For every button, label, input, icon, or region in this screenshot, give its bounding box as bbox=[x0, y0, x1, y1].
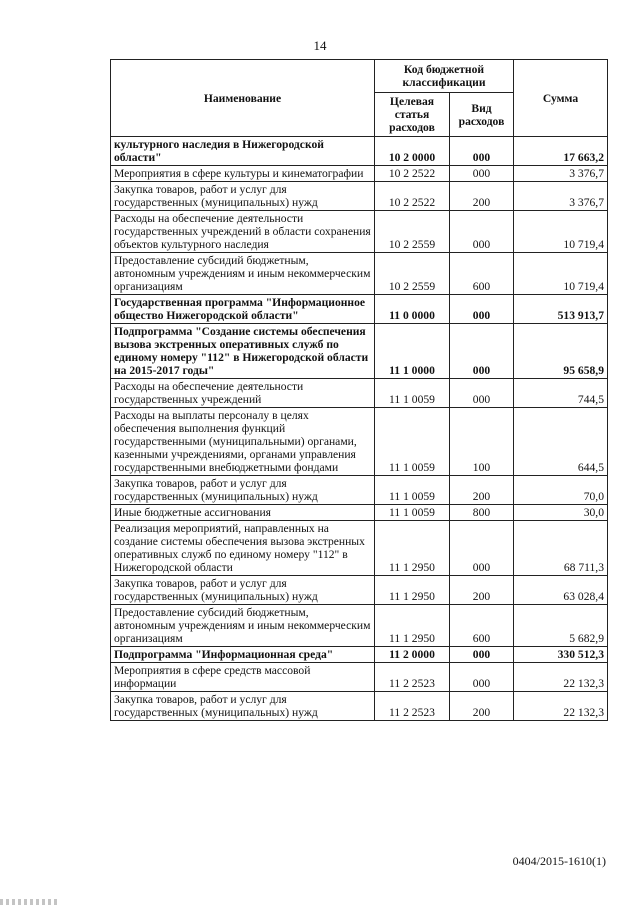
header-sum: Сумма bbox=[514, 60, 608, 137]
row-expense-type: 000 bbox=[450, 211, 514, 253]
row-target-article: 11 1 0059 bbox=[375, 476, 450, 505]
row-name: Закупка товаров, работ и услуг для государственных (муниципальных) нужд bbox=[111, 182, 375, 211]
row-expense-type: 200 bbox=[450, 692, 514, 721]
table-row bbox=[111, 182, 608, 211]
row-sum: 5 682,9 bbox=[514, 605, 608, 647]
row-expense-type: 000 bbox=[450, 647, 514, 663]
row-sum: 30,0 bbox=[514, 505, 608, 521]
table-row bbox=[111, 647, 608, 663]
row-sum: 3 376,7 bbox=[514, 182, 608, 211]
row-sum: 95 658,9 bbox=[514, 324, 608, 379]
row-target-article: 10 2 0000 bbox=[375, 137, 450, 166]
row-sum: 644,5 bbox=[514, 408, 608, 476]
row-sum: 70,0 bbox=[514, 476, 608, 505]
header-budget-code: Код бюджетной классификации bbox=[375, 60, 514, 93]
row-expense-type: 800 bbox=[450, 505, 514, 521]
row-target-article: 11 1 0059 bbox=[375, 379, 450, 408]
row-target-article: 11 1 0000 bbox=[375, 324, 450, 379]
row-sum: 10 719,4 bbox=[514, 253, 608, 295]
table-row bbox=[111, 211, 608, 253]
row-expense-type: 000 bbox=[450, 295, 514, 324]
row-name: Иные бюджетные ассигнования bbox=[111, 505, 375, 521]
header-expense-type: Вид расходов bbox=[450, 93, 514, 137]
row-sum: 17 663,2 bbox=[514, 137, 608, 166]
row-name: Мероприятия в сфере средств массовой информации bbox=[111, 663, 375, 692]
row-name: Государственная программа "Информационное общество Нижегородской области" bbox=[111, 295, 375, 324]
table-row bbox=[111, 692, 608, 721]
row-target-article: 10 2 2559 bbox=[375, 253, 450, 295]
row-expense-type: 000 bbox=[450, 137, 514, 166]
row-target-article: 11 2 2523 bbox=[375, 663, 450, 692]
row-name: Подпрограмма "Информационная среда" bbox=[111, 647, 375, 663]
row-target-article: 10 2 2559 bbox=[375, 211, 450, 253]
table-row bbox=[111, 605, 608, 647]
header-target-article: Целевая статья расходов bbox=[375, 93, 450, 137]
row-sum: 10 719,4 bbox=[514, 211, 608, 253]
row-target-article: 10 2 2522 bbox=[375, 182, 450, 211]
row-sum: 22 132,3 bbox=[514, 663, 608, 692]
row-expense-type: 000 bbox=[450, 379, 514, 408]
table-header bbox=[111, 60, 608, 137]
row-name: Закупка товаров, работ и услуг для государственных (муниципальных) нужд bbox=[111, 476, 375, 505]
page-number: 14 bbox=[313, 38, 327, 53]
table-row bbox=[111, 476, 608, 505]
document-code: 0404/2015-1610(1) bbox=[512, 854, 606, 868]
row-sum: 22 132,3 bbox=[514, 692, 608, 721]
row-target-article: 11 2 2523 bbox=[375, 692, 450, 721]
row-target-article: 11 1 2950 bbox=[375, 521, 450, 576]
row-target-article: 11 1 0059 bbox=[375, 408, 450, 476]
row-name: Мероприятия в сфере культуры и кинематографии bbox=[111, 166, 375, 182]
row-target-article: 11 0 0000 bbox=[375, 295, 450, 324]
row-sum: 68 711,3 bbox=[514, 521, 608, 576]
table-row bbox=[111, 576, 608, 605]
row-expense-type: 000 bbox=[450, 166, 514, 182]
row-expense-type: 000 bbox=[450, 521, 514, 576]
row-expense-type: 000 bbox=[450, 663, 514, 692]
row-name: Предоставление субсидий бюджетным, автономным учреждениям и иным некоммерческим организациям bbox=[111, 605, 375, 647]
scan-edge-mark bbox=[0, 899, 60, 905]
row-name: культурного наследия в Нижегородской области" bbox=[111, 137, 375, 166]
row-name: Закупка товаров, работ и услуг для государственных (муниципальных) нужд bbox=[111, 692, 375, 721]
table-row bbox=[111, 295, 608, 324]
row-expense-type: 600 bbox=[450, 253, 514, 295]
row-expense-type: 200 bbox=[450, 576, 514, 605]
row-expense-type: 000 bbox=[450, 324, 514, 379]
row-name: Реализация мероприятий, направленных на создание системы обеспечения вызова экстренных оперативных служб по единому номеру "112" в Нижегородской области bbox=[111, 521, 375, 576]
row-name: Подпрограмма "Создание системы обеспечения вызова экстренных оперативных служб по единому номеру "112" в Нижегородской области на 2015-2017 годы" bbox=[111, 324, 375, 379]
row-name: Расходы на обеспечение деятельности государственных учреждений bbox=[111, 379, 375, 408]
row-target-article: 10 2 2522 bbox=[375, 166, 450, 182]
table-row bbox=[111, 137, 608, 166]
row-sum: 513 913,7 bbox=[514, 295, 608, 324]
budget-table bbox=[110, 59, 608, 721]
row-expense-type: 100 bbox=[450, 408, 514, 476]
table-body bbox=[111, 137, 608, 721]
table-row bbox=[111, 253, 608, 295]
row-sum: 744,5 bbox=[514, 379, 608, 408]
table-row bbox=[111, 379, 608, 408]
header-name: Наименование bbox=[111, 60, 375, 137]
row-name: Предоставление субсидий бюджетным, автономным учреждениям и иным некоммерческим организациям bbox=[111, 253, 375, 295]
table-row bbox=[111, 324, 608, 379]
table-row bbox=[111, 166, 608, 182]
row-target-article: 11 1 2950 bbox=[375, 576, 450, 605]
row-name: Закупка товаров, работ и услуг для государственных (муниципальных) нужд bbox=[111, 576, 375, 605]
table-row bbox=[111, 663, 608, 692]
row-target-article: 11 1 0059 bbox=[375, 505, 450, 521]
row-expense-type: 200 bbox=[450, 182, 514, 211]
table-row bbox=[111, 505, 608, 521]
table-row bbox=[111, 521, 608, 576]
row-expense-type: 600 bbox=[450, 605, 514, 647]
row-sum: 330 512,3 bbox=[514, 647, 608, 663]
row-sum: 63 028,4 bbox=[514, 576, 608, 605]
row-name: Расходы на выплаты персоналу в целях обеспечения выполнения функций государственными (муниципальными) органами, казенными учреждениями, органами управления государственными внебюджетными фондами bbox=[111, 408, 375, 476]
row-sum: 3 376,7 bbox=[514, 166, 608, 182]
row-target-article: 11 2 0000 bbox=[375, 647, 450, 663]
row-expense-type: 200 bbox=[450, 476, 514, 505]
table-row bbox=[111, 408, 608, 476]
row-target-article: 11 1 2950 bbox=[375, 605, 450, 647]
row-name: Расходы на обеспечение деятельности государственных учреждений в области сохранения объектов культурного наследия bbox=[111, 211, 375, 253]
